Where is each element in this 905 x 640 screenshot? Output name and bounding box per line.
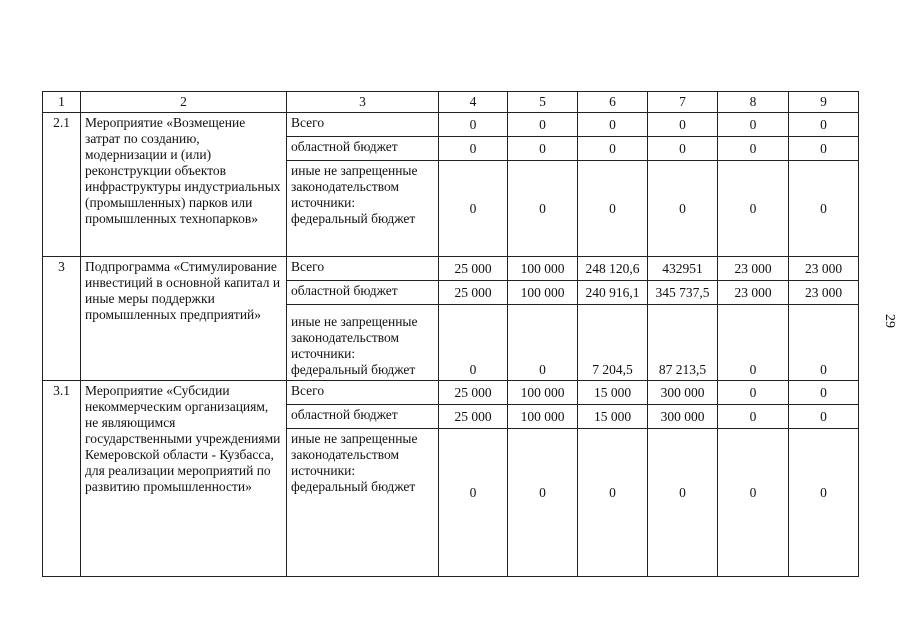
value-cell: 0 <box>718 381 789 405</box>
value-cell: 0 <box>439 137 508 161</box>
value-cell: 0 <box>578 161 648 257</box>
value-cell: 0 <box>578 113 648 137</box>
value-cell: 15 000 <box>578 381 648 405</box>
header-cell: 4 <box>439 92 508 113</box>
table-row <box>43 381 859 405</box>
value-cell: 23 000 <box>718 257 789 281</box>
funding-source: иные не запрещенные законодательством источники: федеральный бюджет <box>287 161 439 257</box>
funding-source: областной бюджет <box>287 137 439 161</box>
funding-source: областной бюджет <box>287 405 439 429</box>
page-number: 29 <box>882 314 897 328</box>
value-cell: 0 <box>508 137 578 161</box>
header-cell: 7 <box>648 92 718 113</box>
budget-table <box>42 91 859 577</box>
table-row <box>43 257 859 281</box>
funding-source: Всего <box>287 113 439 137</box>
value-cell: 23 000 <box>789 281 859 305</box>
value-cell: 240 916,1 <box>578 281 648 305</box>
row-number: 2.1 <box>43 113 81 257</box>
value-cell: 0 <box>508 429 578 577</box>
value-cell: 0 <box>789 161 859 257</box>
header-cell: 6 <box>578 92 648 113</box>
funding-source: областной бюджет <box>287 281 439 305</box>
value-cell: 25 000 <box>439 405 508 429</box>
value-cell: 0 <box>439 305 508 381</box>
value-cell: 0 <box>648 113 718 137</box>
value-cell: 100 000 <box>508 381 578 405</box>
funding-source: Всего <box>287 257 439 281</box>
value-cell: 300 000 <box>648 381 718 405</box>
value-cell: 0 <box>648 429 718 577</box>
value-cell: 0 <box>789 429 859 577</box>
value-cell: 0 <box>718 113 789 137</box>
value-cell: 0 <box>648 161 718 257</box>
value-cell: 0 <box>648 137 718 161</box>
value-cell: 100 000 <box>508 405 578 429</box>
value-cell: 23 000 <box>789 257 859 281</box>
value-cell: 25 000 <box>439 381 508 405</box>
header-cell: 2 <box>81 92 287 113</box>
value-cell: 248 120,6 <box>578 257 648 281</box>
header-cell: 1 <box>43 92 81 113</box>
value-cell: 25 000 <box>439 281 508 305</box>
value-cell: 0 <box>789 137 859 161</box>
value-cell: 7 204,5 <box>578 305 648 381</box>
value-cell: 0 <box>718 429 789 577</box>
value-cell: 300 000 <box>648 405 718 429</box>
value-cell: 0 <box>508 161 578 257</box>
funding-source: иные не запрещенные законодательством источники: федеральный бюджет <box>287 429 439 577</box>
activity-description: Мероприятие «Субсидии некоммерческим организациям, не являющимся государственными учреждениями Кемеровской области - Кузбасса, для реализации мероприятий по развитию промышленности» <box>81 381 287 577</box>
value-cell: 100 000 <box>508 281 578 305</box>
funding-source: иные не запрещенные законодательством источники: федеральный бюджет <box>287 305 439 381</box>
row-number: 3.1 <box>43 381 81 577</box>
row-number: 3 <box>43 257 81 381</box>
value-cell: 0 <box>789 381 859 405</box>
header-cell: 8 <box>718 92 789 113</box>
funding-source: Всего <box>287 381 439 405</box>
table-row <box>43 113 859 137</box>
value-cell: 0 <box>718 305 789 381</box>
value-cell: 0 <box>578 137 648 161</box>
table-header-row <box>43 92 859 113</box>
value-cell: 345 737,5 <box>648 281 718 305</box>
header-cell: 3 <box>287 92 439 113</box>
value-cell: 25 000 <box>439 257 508 281</box>
value-cell: 100 000 <box>508 257 578 281</box>
value-cell: 0 <box>439 113 508 137</box>
value-cell: 0 <box>439 429 508 577</box>
activity-description: Мероприятие «Возмещение затрат по созданию, модернизации и (или) реконструкции объектов инфраструктуры индустриальных (промышленных) парков или промышленных технопарков» <box>81 113 287 257</box>
value-cell: 0 <box>439 161 508 257</box>
value-cell: 23 000 <box>718 281 789 305</box>
value-cell: 87 213,5 <box>648 305 718 381</box>
value-cell: 0 <box>718 161 789 257</box>
value-cell: 0 <box>508 113 578 137</box>
subprogram-description: Подпрограмма «Стимулирование инвестиций в основной капитал и иные меры поддержки промышленных предприятий» <box>81 257 287 381</box>
value-cell: 432951 <box>648 257 718 281</box>
value-cell: 0 <box>578 429 648 577</box>
value-cell: 0 <box>789 113 859 137</box>
value-cell: 15 000 <box>578 405 648 429</box>
value-cell: 0 <box>789 405 859 429</box>
value-cell: 0 <box>789 305 859 381</box>
header-cell: 5 <box>508 92 578 113</box>
header-cell: 9 <box>789 92 859 113</box>
value-cell: 0 <box>718 137 789 161</box>
value-cell: 0 <box>718 405 789 429</box>
value-cell: 0 <box>508 305 578 381</box>
